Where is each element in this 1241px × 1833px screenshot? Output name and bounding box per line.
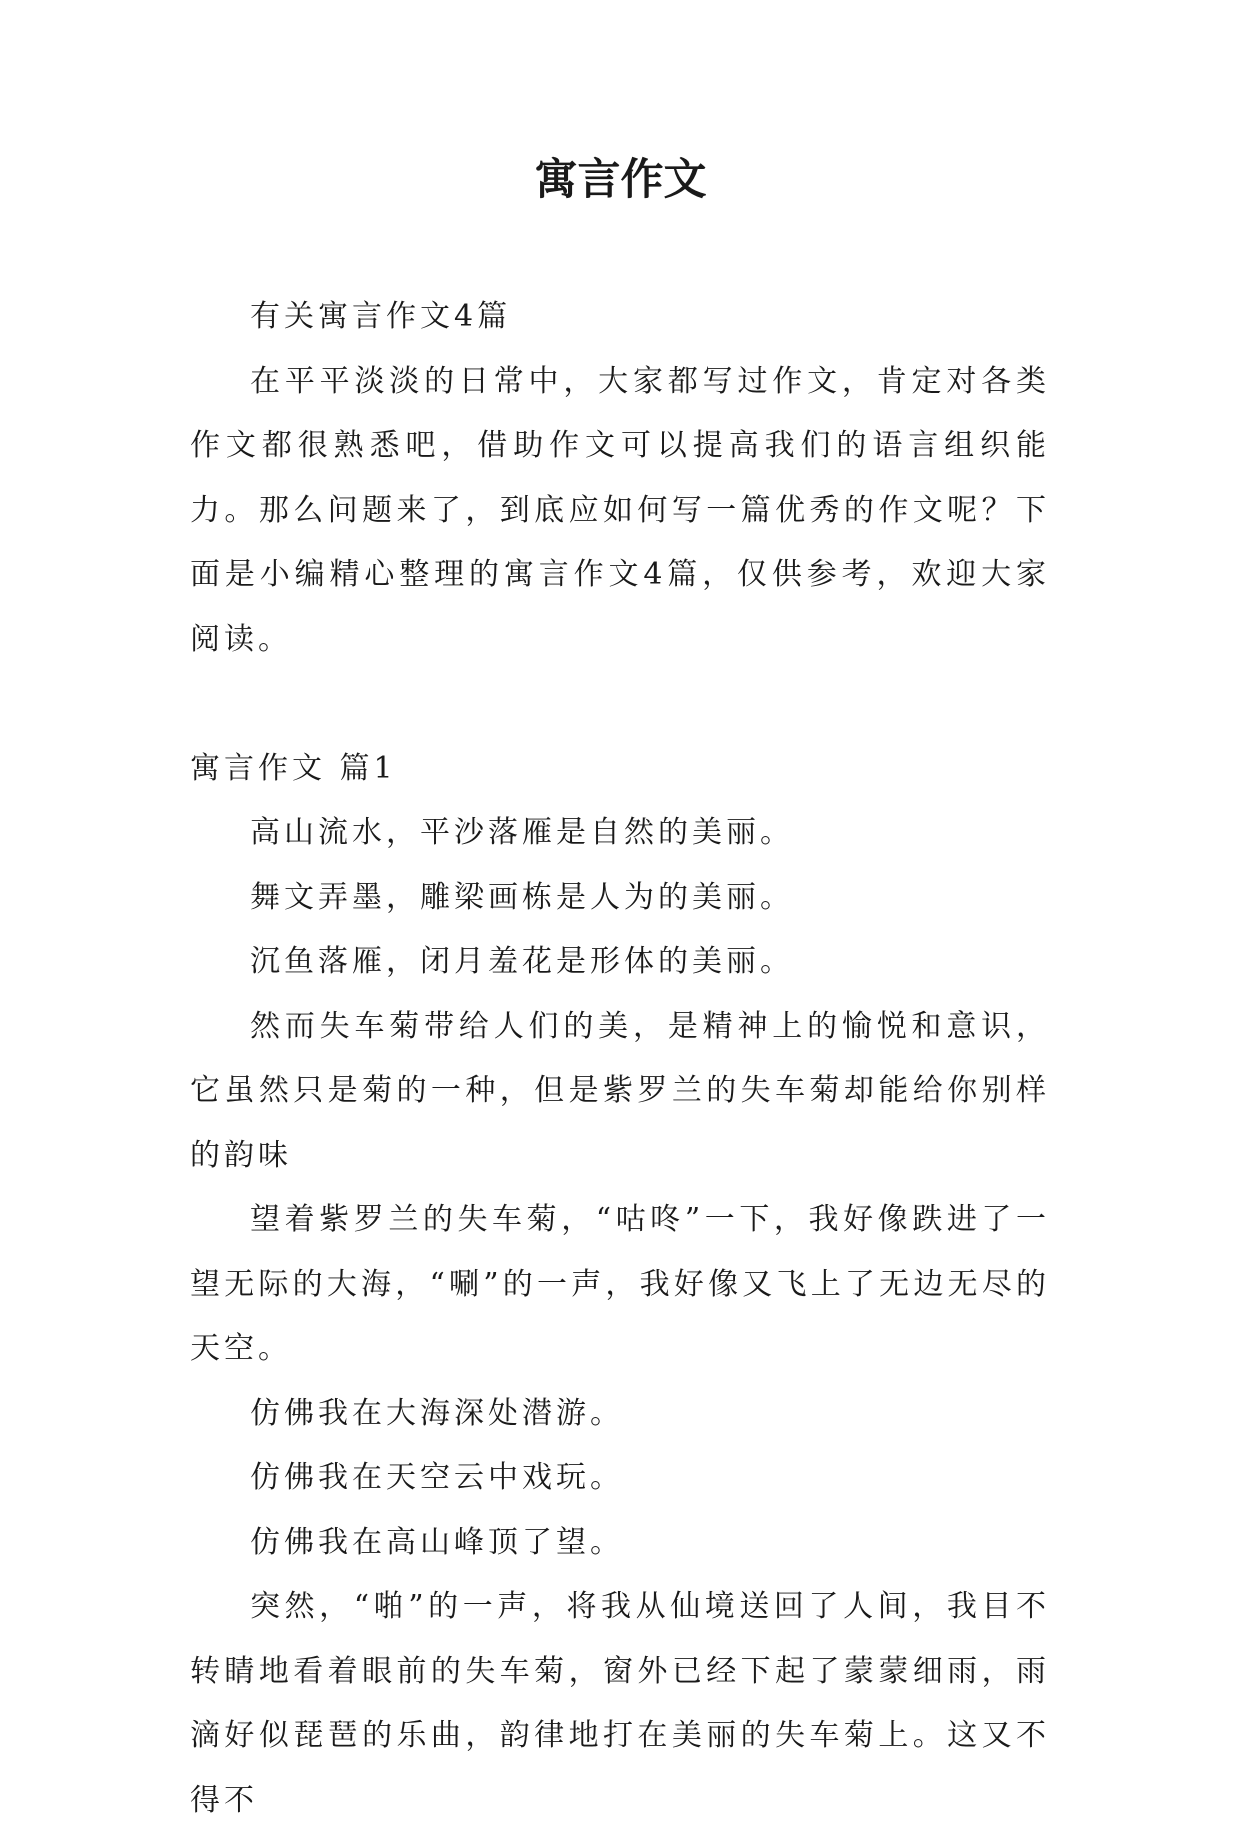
intro-paragraph: 在平平淡淡的日常中，大家都写过作文，肯定对各类作文都很熟悉吧，借助作文可以提高我们的语言组织能力。那么问题来了，到底应如何写一篇优秀的作文呢？下面是小编精心整理的寓言作文4篇，仅供参考，欢迎大家阅读。	[190, 363, 1050, 657]
document-body	[190, 285, 1050, 1833]
paragraph: 舞文弄墨，雕梁画栋是人为的美丽。	[250, 879, 794, 915]
section-spacer	[190, 672, 1050, 737]
paragraph: 然而失车菊带给人们的美，是精神上的愉悦和意识，它虽然只是菊的一种，但是紫罗兰的失车菊却能给你别样的韵味	[190, 1008, 1050, 1173]
paragraph: 沉鱼落雁，闭月羞花是形体的美丽。	[250, 944, 794, 979]
paragraph: 突然，“啪”的一声，将我从仙境送回了人间，我目不转睛地看着眼前的失车菊，窗外已经下起了蒙蒙细雨，雨滴好似琵琶的乐曲，韵律地打在美丽的失车菊上。这又不得不	[190, 1589, 1050, 1818]
paragraph: 仿佛我在大海深处潜游。	[250, 1395, 624, 1431]
paragraph: 仿佛我在天空云中戏玩。	[250, 1460, 624, 1495]
document-subtitle: 有关寓言作文4篇	[250, 299, 512, 334]
paragraph: 望着紫罗兰的失车菊，“咕咚”一下，我好像跌进了一望无际的大海，“唰”的一声，我好像又飞上了无边无尽的天空。	[190, 1202, 1050, 1366]
section-heading: 寓言作文 篇1	[190, 750, 397, 786]
paragraph: 高山流水，平沙落雁是自然的美丽。	[250, 815, 794, 850]
paragraph: 仿佛我在高山峰顶了望。	[250, 1524, 624, 1560]
document-title: 寓言作文	[534, 155, 707, 205]
